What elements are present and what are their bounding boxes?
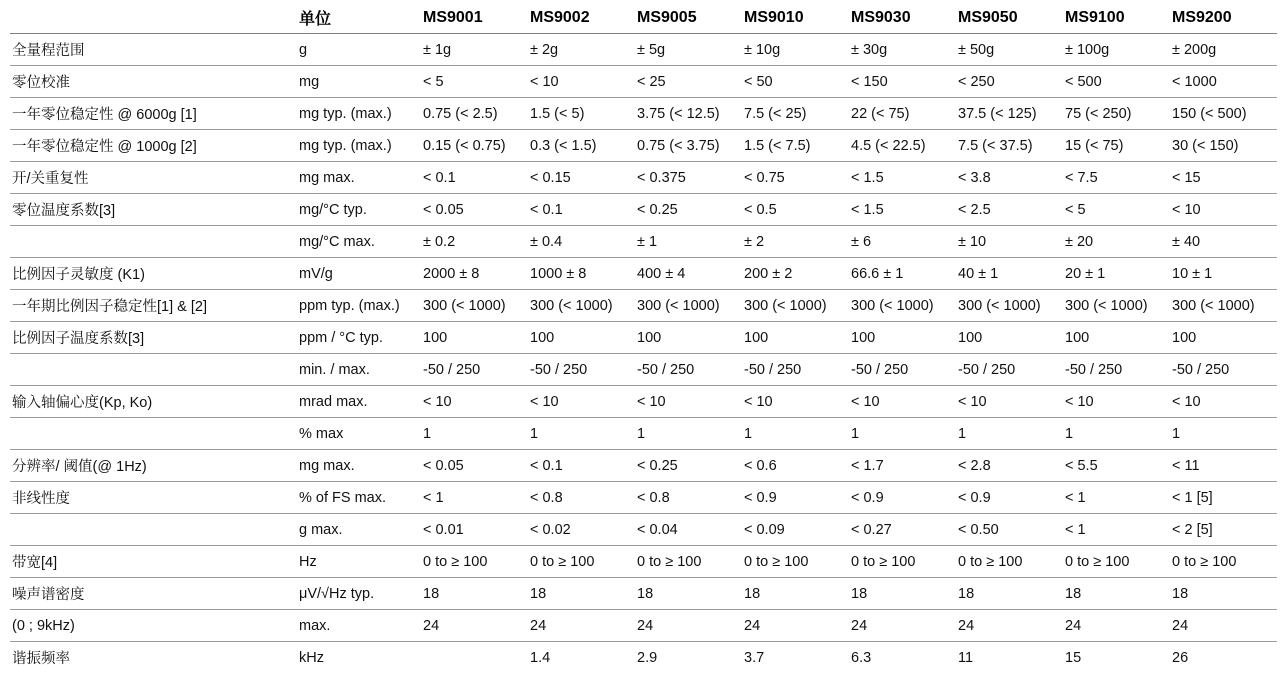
parameter-name: 比例因子温度系数[3] [10, 322, 297, 354]
unit-cell: mg typ. (max.) [297, 130, 421, 162]
value-cell: < 10 [742, 386, 849, 418]
value-cell: 1 [635, 418, 742, 450]
value-cell: < 0.9 [956, 482, 1063, 514]
value-cell: < 10 [421, 386, 528, 418]
value-cell: 24 [421, 610, 528, 642]
table-row [10, 578, 1277, 610]
value-cell: < 250 [956, 66, 1063, 98]
value-cell: < 10 [1063, 386, 1170, 418]
value-cell: ± 10 [956, 226, 1063, 258]
header-row [10, 2, 1277, 34]
value-cell: 300 (< 1000) [956, 290, 1063, 322]
value-cell: 75 (< 250) [1063, 98, 1170, 130]
value-cell: 18 [1063, 578, 1170, 610]
unit-cell: % of FS max. [297, 482, 421, 514]
header-model: MS9100 [1063, 2, 1170, 34]
value-cell: 300 (< 1000) [1170, 290, 1277, 322]
value-cell: 200 ± 2 [742, 258, 849, 290]
parameter-name [10, 354, 297, 386]
value-cell: 100 [421, 322, 528, 354]
header-model: MS9200 [1170, 2, 1277, 34]
value-cell: 24 [742, 610, 849, 642]
value-cell: ± 0.4 [528, 226, 635, 258]
value-cell: < 25 [635, 66, 742, 98]
value-cell: < 150 [849, 66, 956, 98]
value-cell: 150 (< 500) [1170, 98, 1277, 130]
parameter-name [10, 514, 297, 546]
header-model: MS9030 [849, 2, 956, 34]
parameter-name: 非线性度 [10, 482, 297, 514]
spec-table [10, 2, 1277, 673]
value-cell: < 0.15 [528, 162, 635, 194]
value-cell: 6.3 [849, 642, 956, 673]
value-cell: 300 (< 1000) [849, 290, 956, 322]
value-cell: 7.5 (< 37.5) [956, 130, 1063, 162]
parameter-name: 噪声谱密度 [10, 578, 297, 610]
value-cell: < 5 [421, 66, 528, 98]
parameter-name: 一年零位稳定性 @ 6000g [1] [10, 98, 297, 130]
value-cell: < 0.9 [742, 482, 849, 514]
value-cell: ± 5g [635, 34, 742, 66]
value-cell: < 1 [1063, 514, 1170, 546]
unit-cell: ppm typ. (max.) [297, 290, 421, 322]
value-cell: < 1 [1063, 482, 1170, 514]
value-cell: 66.6 ± 1 [849, 258, 956, 290]
value-cell: < 0.1 [528, 194, 635, 226]
value-cell: < 0.8 [528, 482, 635, 514]
value-cell: 18 [528, 578, 635, 610]
table-row [10, 482, 1277, 514]
value-cell: -50 / 250 [849, 354, 956, 386]
value-cell: -50 / 250 [956, 354, 1063, 386]
value-cell: 0 to ≥ 100 [849, 546, 956, 578]
table-row [10, 290, 1277, 322]
value-cell: 0.75 (< 3.75) [635, 130, 742, 162]
value-cell: -50 / 250 [421, 354, 528, 386]
value-cell: ± 100g [1063, 34, 1170, 66]
table-row [10, 386, 1277, 418]
parameter-name [10, 226, 297, 258]
header-model: MS9001 [421, 2, 528, 34]
parameter-name: 一年零位稳定性 @ 1000g [2] [10, 130, 297, 162]
value-cell: < 0.1 [528, 450, 635, 482]
value-cell: 37.5 (< 125) [956, 98, 1063, 130]
table-row [10, 98, 1277, 130]
value-cell: < 10 [635, 386, 742, 418]
unit-cell: mg/°C typ. [297, 194, 421, 226]
value-cell: < 0.25 [635, 450, 742, 482]
value-cell: 1.4 [528, 642, 635, 673]
value-cell: 300 (< 1000) [528, 290, 635, 322]
value-cell: -50 / 250 [1063, 354, 1170, 386]
parameter-name: 分辨率/ 阈值(@ 1Hz) [10, 450, 297, 482]
value-cell: 24 [635, 610, 742, 642]
value-cell: < 0.05 [421, 194, 528, 226]
unit-cell: mg typ. (max.) [297, 98, 421, 130]
value-cell: -50 / 250 [1170, 354, 1277, 386]
value-cell: 100 [528, 322, 635, 354]
value-cell: < 10 [1170, 194, 1277, 226]
value-cell: ± 1g [421, 34, 528, 66]
value-cell: 18 [742, 578, 849, 610]
value-cell: < 0.375 [635, 162, 742, 194]
parameter-name: 一年期比例因子稳定性[1] & [2] [10, 290, 297, 322]
parameter-name: 开/关重复性 [10, 162, 297, 194]
value-cell: ± 20 [1063, 226, 1170, 258]
table-row [10, 450, 1277, 482]
value-cell: < 1 [421, 482, 528, 514]
value-cell: < 50 [742, 66, 849, 98]
table-row [10, 258, 1277, 290]
value-cell: < 0.09 [742, 514, 849, 546]
unit-cell: max. [297, 610, 421, 642]
parameter-name: 输入轴偏心度(Kp, Ko) [10, 386, 297, 418]
value-cell: 100 [1170, 322, 1277, 354]
value-cell: < 10 [1170, 386, 1277, 418]
value-cell: 3.75 (< 12.5) [635, 98, 742, 130]
value-cell: 40 ± 1 [956, 258, 1063, 290]
value-cell: 0 to ≥ 100 [742, 546, 849, 578]
header-model: MS9002 [528, 2, 635, 34]
value-cell: 100 [1063, 322, 1170, 354]
parameter-name: 带宽[4] [10, 546, 297, 578]
value-cell: ± 1 [635, 226, 742, 258]
table-row [10, 194, 1277, 226]
value-cell: < 0.6 [742, 450, 849, 482]
value-cell: 400 ± 4 [635, 258, 742, 290]
value-cell: < 0.75 [742, 162, 849, 194]
value-cell: ± 6 [849, 226, 956, 258]
value-cell: < 2 [5] [1170, 514, 1277, 546]
table-row [10, 418, 1277, 450]
table-row [10, 66, 1277, 98]
unit-cell: g max. [297, 514, 421, 546]
value-cell: 10 ± 1 [1170, 258, 1277, 290]
value-cell: 24 [849, 610, 956, 642]
value-cell: 3.7 [742, 642, 849, 673]
value-cell: 15 (< 75) [1063, 130, 1170, 162]
parameter-name: 全量程范围 [10, 34, 297, 66]
value-cell: 24 [1063, 610, 1170, 642]
value-cell: 1 [528, 418, 635, 450]
value-cell: 0 to ≥ 100 [1170, 546, 1277, 578]
value-cell: ± 0.2 [421, 226, 528, 258]
header-model: MS9010 [742, 2, 849, 34]
header-model: MS9005 [635, 2, 742, 34]
unit-cell: mg [297, 66, 421, 98]
value-cell: < 0.5 [742, 194, 849, 226]
parameter-name: 比例因子灵敏度 (K1) [10, 258, 297, 290]
value-cell: 24 [956, 610, 1063, 642]
parameter-name: (0 ; 9kHz) [10, 610, 297, 642]
value-cell: 15 [1063, 642, 1170, 673]
value-cell: 2.9 [635, 642, 742, 673]
table-row [10, 514, 1277, 546]
value-cell: 1 [1170, 418, 1277, 450]
value-cell: < 7.5 [1063, 162, 1170, 194]
unit-cell: Hz [297, 546, 421, 578]
value-cell: < 0.05 [421, 450, 528, 482]
value-cell: 24 [528, 610, 635, 642]
value-cell: 18 [421, 578, 528, 610]
value-cell: < 0.1 [421, 162, 528, 194]
value-cell: 300 (< 1000) [742, 290, 849, 322]
value-cell: < 1000 [1170, 66, 1277, 98]
parameter-name: 零位温度系数[3] [10, 194, 297, 226]
unit-cell: kHz [297, 642, 421, 673]
value-cell: 0 to ≥ 100 [421, 546, 528, 578]
table-row [10, 354, 1277, 386]
value-cell: < 2.8 [956, 450, 1063, 482]
value-cell: 18 [849, 578, 956, 610]
value-cell: -50 / 250 [635, 354, 742, 386]
parameter-name: 零位校准 [10, 66, 297, 98]
value-cell: -50 / 250 [528, 354, 635, 386]
value-cell: < 0.9 [849, 482, 956, 514]
parameter-name: 谐振频率 [10, 642, 297, 673]
value-cell: < 10 [956, 386, 1063, 418]
value-cell: 18 [1170, 578, 1277, 610]
value-cell: 0 to ≥ 100 [528, 546, 635, 578]
unit-cell: g [297, 34, 421, 66]
value-cell [421, 642, 528, 673]
value-cell: < 5 [1063, 194, 1170, 226]
value-cell: ± 30g [849, 34, 956, 66]
value-cell: 300 (< 1000) [421, 290, 528, 322]
value-cell: 11 [956, 642, 1063, 673]
unit-cell: mrad max. [297, 386, 421, 418]
unit-cell: mg max. [297, 162, 421, 194]
parameter-name [10, 418, 297, 450]
value-cell: < 11 [1170, 450, 1277, 482]
value-cell: < 10 [849, 386, 956, 418]
value-cell: 7.5 (< 25) [742, 98, 849, 130]
table-row [10, 226, 1277, 258]
value-cell: ± 10g [742, 34, 849, 66]
value-cell: < 3.8 [956, 162, 1063, 194]
value-cell: 26 [1170, 642, 1277, 673]
table-row [10, 34, 1277, 66]
table-body [10, 34, 1277, 673]
value-cell: < 1.7 [849, 450, 956, 482]
table-row [10, 610, 1277, 642]
value-cell: 18 [956, 578, 1063, 610]
value-cell: 0.15 (< 0.75) [421, 130, 528, 162]
value-cell: < 2.5 [956, 194, 1063, 226]
value-cell: < 0.25 [635, 194, 742, 226]
value-cell: ± 200g [1170, 34, 1277, 66]
value-cell: 1.5 (< 7.5) [742, 130, 849, 162]
value-cell: < 0.02 [528, 514, 635, 546]
value-cell: 0 to ≥ 100 [956, 546, 1063, 578]
value-cell: ± 40 [1170, 226, 1277, 258]
value-cell: 0.3 (< 1.5) [528, 130, 635, 162]
header-param [10, 2, 297, 34]
value-cell: < 5.5 [1063, 450, 1170, 482]
value-cell: < 10 [528, 386, 635, 418]
value-cell: 22 (< 75) [849, 98, 956, 130]
value-cell: < 1.5 [849, 162, 956, 194]
unit-cell: mV/g [297, 258, 421, 290]
value-cell: < 1.5 [849, 194, 956, 226]
unit-cell: min. / max. [297, 354, 421, 386]
value-cell: 30 (< 150) [1170, 130, 1277, 162]
value-cell: 18 [635, 578, 742, 610]
value-cell: 1.5 (< 5) [528, 98, 635, 130]
value-cell: 100 [635, 322, 742, 354]
unit-cell: ppm / °C typ. [297, 322, 421, 354]
value-cell: 2000 ± 8 [421, 258, 528, 290]
value-cell: < 0.50 [956, 514, 1063, 546]
value-cell: 100 [849, 322, 956, 354]
table-row [10, 162, 1277, 194]
value-cell: < 0.04 [635, 514, 742, 546]
value-cell: 300 (< 1000) [635, 290, 742, 322]
value-cell: 24 [1170, 610, 1277, 642]
value-cell: 0 to ≥ 100 [635, 546, 742, 578]
value-cell: 100 [956, 322, 1063, 354]
value-cell: 0 to ≥ 100 [1063, 546, 1170, 578]
unit-cell: mg max. [297, 450, 421, 482]
value-cell: < 0.27 [849, 514, 956, 546]
value-cell: ± 2g [528, 34, 635, 66]
value-cell: 1 [742, 418, 849, 450]
value-cell: 1 [1063, 418, 1170, 450]
table-row [10, 546, 1277, 578]
table-row [10, 130, 1277, 162]
value-cell: < 15 [1170, 162, 1277, 194]
unit-cell: mg/°C max. [297, 226, 421, 258]
value-cell: 1 [956, 418, 1063, 450]
value-cell: 1000 ± 8 [528, 258, 635, 290]
unit-cell: % max [297, 418, 421, 450]
value-cell: < 10 [528, 66, 635, 98]
value-cell: < 0.01 [421, 514, 528, 546]
value-cell: -50 / 250 [742, 354, 849, 386]
value-cell: 300 (< 1000) [1063, 290, 1170, 322]
value-cell: < 1 [5] [1170, 482, 1277, 514]
value-cell: 4.5 (< 22.5) [849, 130, 956, 162]
table-row [10, 322, 1277, 354]
unit-cell: μV/√Hz typ. [297, 578, 421, 610]
value-cell: ± 50g [956, 34, 1063, 66]
value-cell: < 500 [1063, 66, 1170, 98]
value-cell: 1 [421, 418, 528, 450]
value-cell: ± 2 [742, 226, 849, 258]
value-cell: 0.75 (< 2.5) [421, 98, 528, 130]
value-cell: 1 [849, 418, 956, 450]
value-cell: 20 ± 1 [1063, 258, 1170, 290]
value-cell: < 0.8 [635, 482, 742, 514]
header-unit: 单位 [297, 2, 421, 34]
header-model: MS9050 [956, 2, 1063, 34]
value-cell: 100 [742, 322, 849, 354]
table-row [10, 642, 1277, 673]
